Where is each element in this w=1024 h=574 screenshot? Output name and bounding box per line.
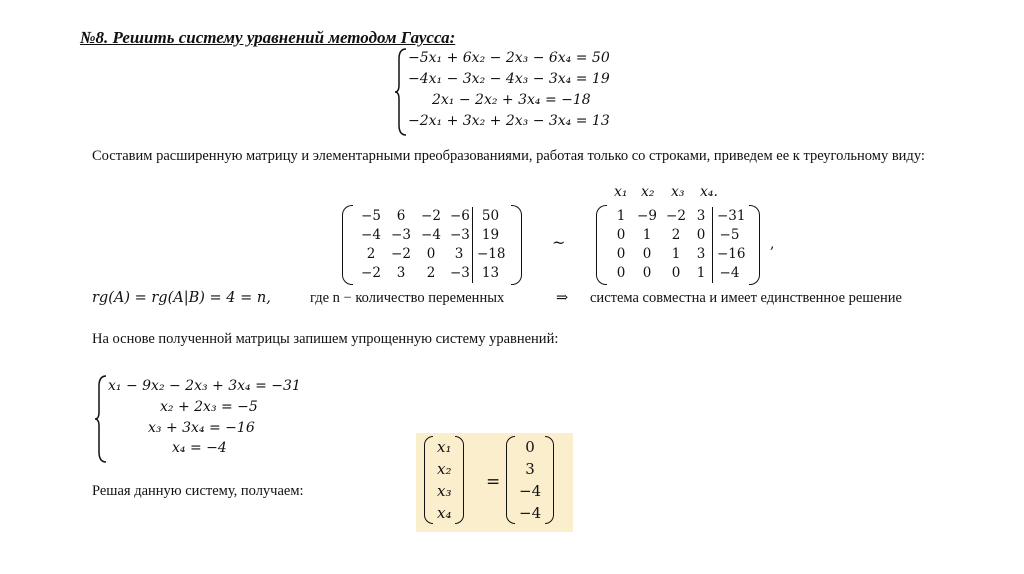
matrix-a-cell: −18 <box>472 245 508 264</box>
matrix-a-cell: 19 <box>472 226 508 245</box>
matrix-a-cell: −3 <box>450 227 470 243</box>
solution-value: −4 <box>519 482 542 500</box>
matrix-b-cell: 0 <box>616 265 626 281</box>
matrix-b-cell: −4 <box>712 264 746 283</box>
matrix-b-cell: 0 <box>671 265 681 281</box>
simplified-eq-1: x₁ − 9x₂ − 2x₃ + 3x₄ = −31 <box>108 378 301 394</box>
system-brace <box>394 47 408 137</box>
matrix-a-cell: 3 <box>396 265 406 281</box>
matrix-b-cell: −9 <box>637 208 657 224</box>
simplified-eq-4: x₄ = −4 <box>172 440 227 456</box>
matrix-b-cell: −16 <box>712 245 746 264</box>
augmented-matrix <box>342 205 522 285</box>
matrix-b-cell: 0 <box>642 246 652 262</box>
tilde-sign: ~ <box>552 233 566 252</box>
solution-vars-vector <box>424 436 464 524</box>
matrix-a-cell: −4 <box>421 227 441 243</box>
solution-value: 3 <box>525 460 535 478</box>
matrix-a-cell: −3 <box>450 265 470 281</box>
triangular-matrix <box>596 205 760 285</box>
matrix-a-cell: 6 <box>396 208 406 224</box>
simplified-brace <box>94 374 108 464</box>
matrix-a-cell: −5 <box>361 208 381 224</box>
matrix-b-cell: 3 <box>696 246 706 262</box>
matrix-b-cell: 1 <box>696 265 706 281</box>
matrix-b-cell: 0 <box>616 227 626 243</box>
solution-value: −4 <box>519 504 542 522</box>
var-header-x2: x₂ <box>641 184 655 200</box>
system-eq-1: −5x₁ + 6x₂ − 2x₃ − 6x₄ = 50 <box>408 50 610 66</box>
simplified-eq-2: x₂ + 2x₃ = −5 <box>160 399 258 415</box>
conclusion-text: система совместна и имеет единственное решение <box>590 290 902 306</box>
matrix-b-cell: 1 <box>642 227 652 243</box>
solution-var: x₂ <box>437 460 452 478</box>
solution-var: x₁ <box>437 438 452 456</box>
matrix-a-cell: 3 <box>454 246 464 262</box>
matrix-a-cell: −6 <box>450 208 470 224</box>
task-title: №8. Решить систему уравнений методом Гаусса: <box>80 28 456 47</box>
solution-var: x₃ <box>437 482 452 500</box>
var-header-x3: x₃ <box>671 184 685 200</box>
solution-var: x₄ <box>437 504 452 522</box>
matrix-b-cell: −2 <box>666 208 686 224</box>
matrix-comma: , <box>770 236 775 252</box>
implies-sign: ⇒ <box>556 290 569 306</box>
matrix-b-cell: 1 <box>616 208 626 224</box>
rank-where: где n − количество переменных <box>310 290 505 306</box>
matrix-b-cell: 3 <box>696 208 706 224</box>
matrix-a-cell: 2 <box>366 246 376 262</box>
solving-text: Решая данную систему, получаем: <box>92 483 304 499</box>
matrix-a-cell: 2 <box>426 265 436 281</box>
var-header-x1: x₁ <box>614 184 628 200</box>
matrix-b-cell: 0 <box>616 246 626 262</box>
matrix-b-cell: −5 <box>712 226 746 245</box>
simplified-intro: На основе полученной матрицы запишем упрощенную систему уравнений: <box>92 331 559 347</box>
solution-values-vector <box>506 436 554 524</box>
matrix-a-cell: 13 <box>472 264 508 283</box>
matrix-b-cell: −31 <box>712 207 746 226</box>
matrix-a-cell: 0 <box>426 246 436 262</box>
matrix-a-cell: −2 <box>391 246 411 262</box>
matrix-a-cell: −4 <box>361 227 381 243</box>
matrix-a-cell: −3 <box>391 227 411 243</box>
system-eq-2: −4x₁ − 3x₂ − 4x₃ − 3x₄ = 19 <box>408 71 610 87</box>
simplified-eq-3: x₃ + 3x₄ = −16 <box>148 420 255 436</box>
system-eq-4: −2x₁ + 3x₂ + 2x₃ − 3x₄ = 13 <box>408 113 610 129</box>
rank-equation: rg(A) = rg(A|B) = 4 = n, <box>92 290 271 306</box>
system-eq-3: 2x₁ − 2x₂ + 3x₄ = −18 <box>432 92 591 108</box>
matrix-a-cell: 50 <box>472 207 508 226</box>
matrix-a-cell: −2 <box>361 265 381 281</box>
var-header-x4: x₄. <box>700 184 718 200</box>
matrix-b-cell: 1 <box>671 246 681 262</box>
matrix-b-cell: 2 <box>671 227 681 243</box>
matrix-b-cell: 0 <box>642 265 652 281</box>
solution-value: 0 <box>525 438 535 456</box>
solution-equals: = <box>486 472 501 492</box>
intro-paragraph: Составим расширенную матрицу и элементарными преобразованиями, работая только со строками, приведем ее к треугольному виду: <box>92 148 925 164</box>
matrix-a-cell: −2 <box>421 208 441 224</box>
matrix-b-cell: 0 <box>696 227 706 243</box>
